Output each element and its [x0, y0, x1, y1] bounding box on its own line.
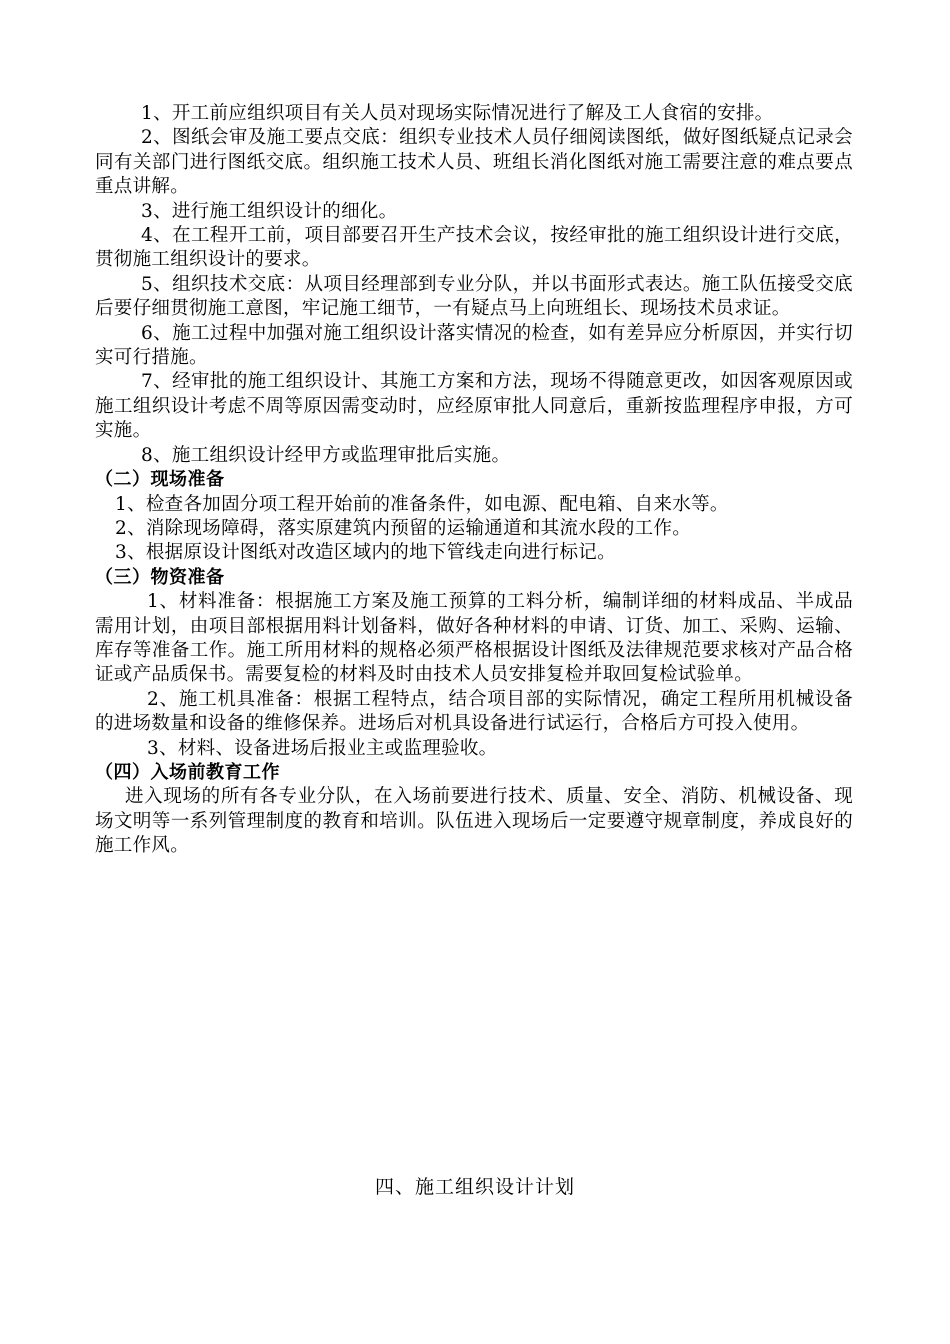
prep-item-8: 8、施工组织设计经甲方或监理审批后实施。	[141, 444, 511, 466]
next-section-title: 四、施工组织设计计划	[374, 1176, 575, 1198]
education-heading: （四）入场前教育工作	[95, 761, 280, 783]
site-item-3: 3、根据原设计图纸对改造区域内的地下管线走向进行标记。	[115, 542, 616, 564]
material-item-2: 2、施工机具准备：根据工程特点，结合项目部的实际情况，确定工程所用机械设备的进场数量和设备的维修保养。进场后对机具设备进行试运行，合格后方可投入使用。	[95, 688, 853, 735]
prep-item-2: 2、图纸会审及施工要点交底：组织专业技术人员仔细阅读图纸，做好图纸疑点记录会同有关部门进行图纸交底。组织施工技术人员、班组长消化图纸对施工需要注意的难点要点重点讲解。	[95, 127, 853, 198]
site-item-1: 1、检查各加固分项工程开始前的准备条件，如电源、配电箱、自来水等。	[115, 493, 729, 515]
section-site	[95, 468, 853, 566]
document-page	[95, 102, 853, 859]
site-heading: （二）现场准备	[95, 469, 225, 491]
prep-item-5: 5、组织技术交底：从项目经理部到专业分队，并以书面形式表达。施工队伍接受交底后要仔细贯彻施工意图，牢记施工细节，一有疑点马上向班组长、现场技术员求证。	[95, 273, 853, 320]
prep-item-3: 3、进行施工组织设计的细化。	[141, 200, 398, 222]
prep-item-7: 7、经审批的施工组织设计、其施工方案和方法，现场不得随意更改，如因客观原因或施工组织设计考虑不周等原因需变动时，应经原审批人同意后，重新按监理程序申报，方可实施。	[95, 371, 853, 442]
prep-item-1: 1、开工前应组织项目有关人员对现场实际情况进行了解及工人食宿的安排。	[141, 103, 774, 124]
section-prep	[95, 102, 853, 468]
material-item-3: 3、材料、设备进场后报业主或监理验收。	[147, 737, 498, 759]
prep-item-6: 6、施工过程中加强对施工组织设计落实情况的检查，如有差异应分析原因，并实行切实可行措施。	[95, 322, 853, 369]
material-heading: （三）物资准备	[95, 566, 225, 588]
education-body: 进入现场的所有各专业分队，在入场前要进行技术、质量、安全、消防、机械设备、现场文明等一系列管理制度的教育和培训。队伍进入现场后一定要遵守规章制度，养成良好的施工作风。	[95, 786, 853, 857]
section-education	[95, 761, 853, 859]
prep-item-4: 4、在工程开工前，项目部要召开生产技术会议，按经审批的施工组织设计进行交底，贯彻施工组织设计的要求。	[95, 225, 853, 271]
material-item-1: 1、材料准备：根据施工方案及施工预算的工料分析，编制详细的材料成品、半成品需用计划，由项目部根据用料计划备料，做好各种材料的申请、订货、加工、采购、运输、库存等准备工作。施工所用材料的规格必须严格根据设计图纸及法律规范要求核对产品合格证或产品质保书。需要复检的材料及时由技术人员安排复检并取回复检试验单。	[95, 591, 853, 686]
section-material	[95, 566, 853, 761]
site-item-2: 2、消除现场障碍，落实原建筑内预留的运输通道和其流水段的工作。	[115, 517, 692, 539]
